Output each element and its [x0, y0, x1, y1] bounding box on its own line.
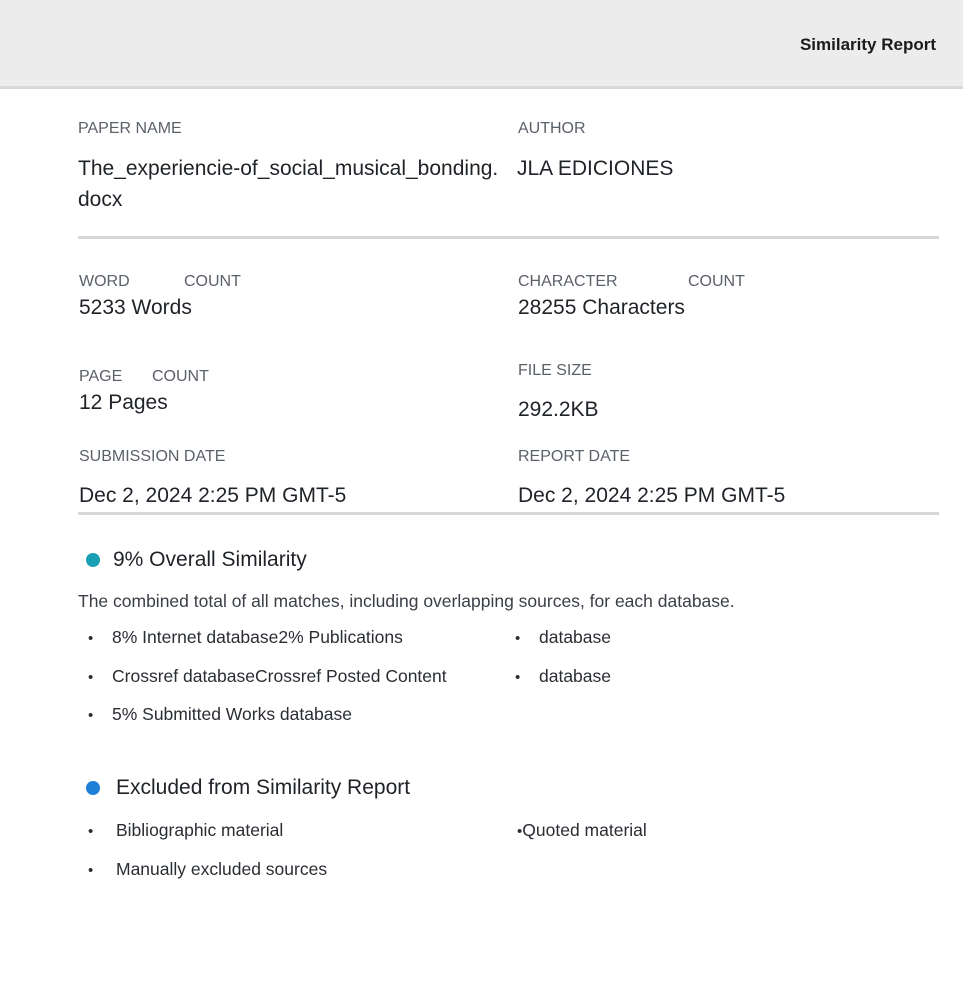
- bullet-icon: •: [88, 630, 94, 647]
- bullet-icon: •: [88, 823, 94, 840]
- character-count-label-character: CHARACTER: [518, 273, 618, 290]
- paper-name: The_experiencie-of_social_musical_bonding.docx: [78, 157, 499, 211]
- list-item: • Bibliographic material: [88, 820, 284, 840]
- word-count-label-word: WORD: [79, 273, 130, 290]
- list-item: •Quoted material: [517, 820, 647, 840]
- report-title: Similarity Report: [799, 35, 936, 54]
- similarity-description: The combined total of all matches, including overlapping sources, for each database.: [78, 591, 735, 611]
- excluded-dot-icon: [86, 781, 100, 795]
- character-count: 28255 Characters: [518, 296, 685, 319]
- excluded-heading: Excluded from Similarity Report: [116, 776, 411, 799]
- submission-date: Dec 2, 2024 2:25 PM GMT-5: [79, 484, 347, 507]
- bullet-icon: •: [515, 669, 521, 686]
- list-item: • 8% Internet database2% Publications: [88, 627, 403, 647]
- author-name: JLA EDICIONES: [517, 157, 674, 180]
- word-count-label-count: COUNT: [184, 273, 241, 290]
- bullet-icon: •: [515, 630, 521, 647]
- list-item: • Manually excluded sources: [88, 859, 328, 879]
- divider: [78, 512, 939, 515]
- report-date-label: REPORT DATE: [518, 448, 631, 465]
- page-count-label-page: PAGE: [79, 368, 123, 385]
- page-count-label-count: COUNT: [152, 368, 209, 385]
- bullet-icon: •: [88, 862, 94, 879]
- list-item: • 5% Submitted Works database: [88, 704, 352, 724]
- list-item: • database: [515, 627, 612, 647]
- similarity-dot-icon: [86, 553, 100, 567]
- bullet-icon: •: [88, 707, 94, 724]
- divider: [78, 236, 939, 239]
- author-label: AUTHOR: [518, 120, 586, 137]
- file-size: 292.2KB: [518, 398, 599, 421]
- bullet-icon: •: [88, 669, 94, 686]
- list-item: • database: [515, 666, 612, 686]
- character-count-label-count: COUNT: [688, 273, 745, 290]
- report-header: [0, 0, 963, 89]
- page-count: 12 Pages: [79, 391, 168, 414]
- submission-date-label: SUBMISSION DATE: [79, 448, 226, 465]
- bullet-icon: •: [517, 823, 523, 840]
- paper-name-label: PAPER NAME: [78, 120, 182, 137]
- list-item: • Crossref databaseCrossref Posted Content: [88, 666, 447, 686]
- file-size-label: FILE SIZE: [518, 362, 592, 379]
- word-count: 5233 Words: [79, 296, 192, 319]
- report-date: Dec 2, 2024 2:25 PM GMT-5: [518, 484, 786, 507]
- overall-similarity-heading: 9% Overall Similarity: [113, 548, 307, 571]
